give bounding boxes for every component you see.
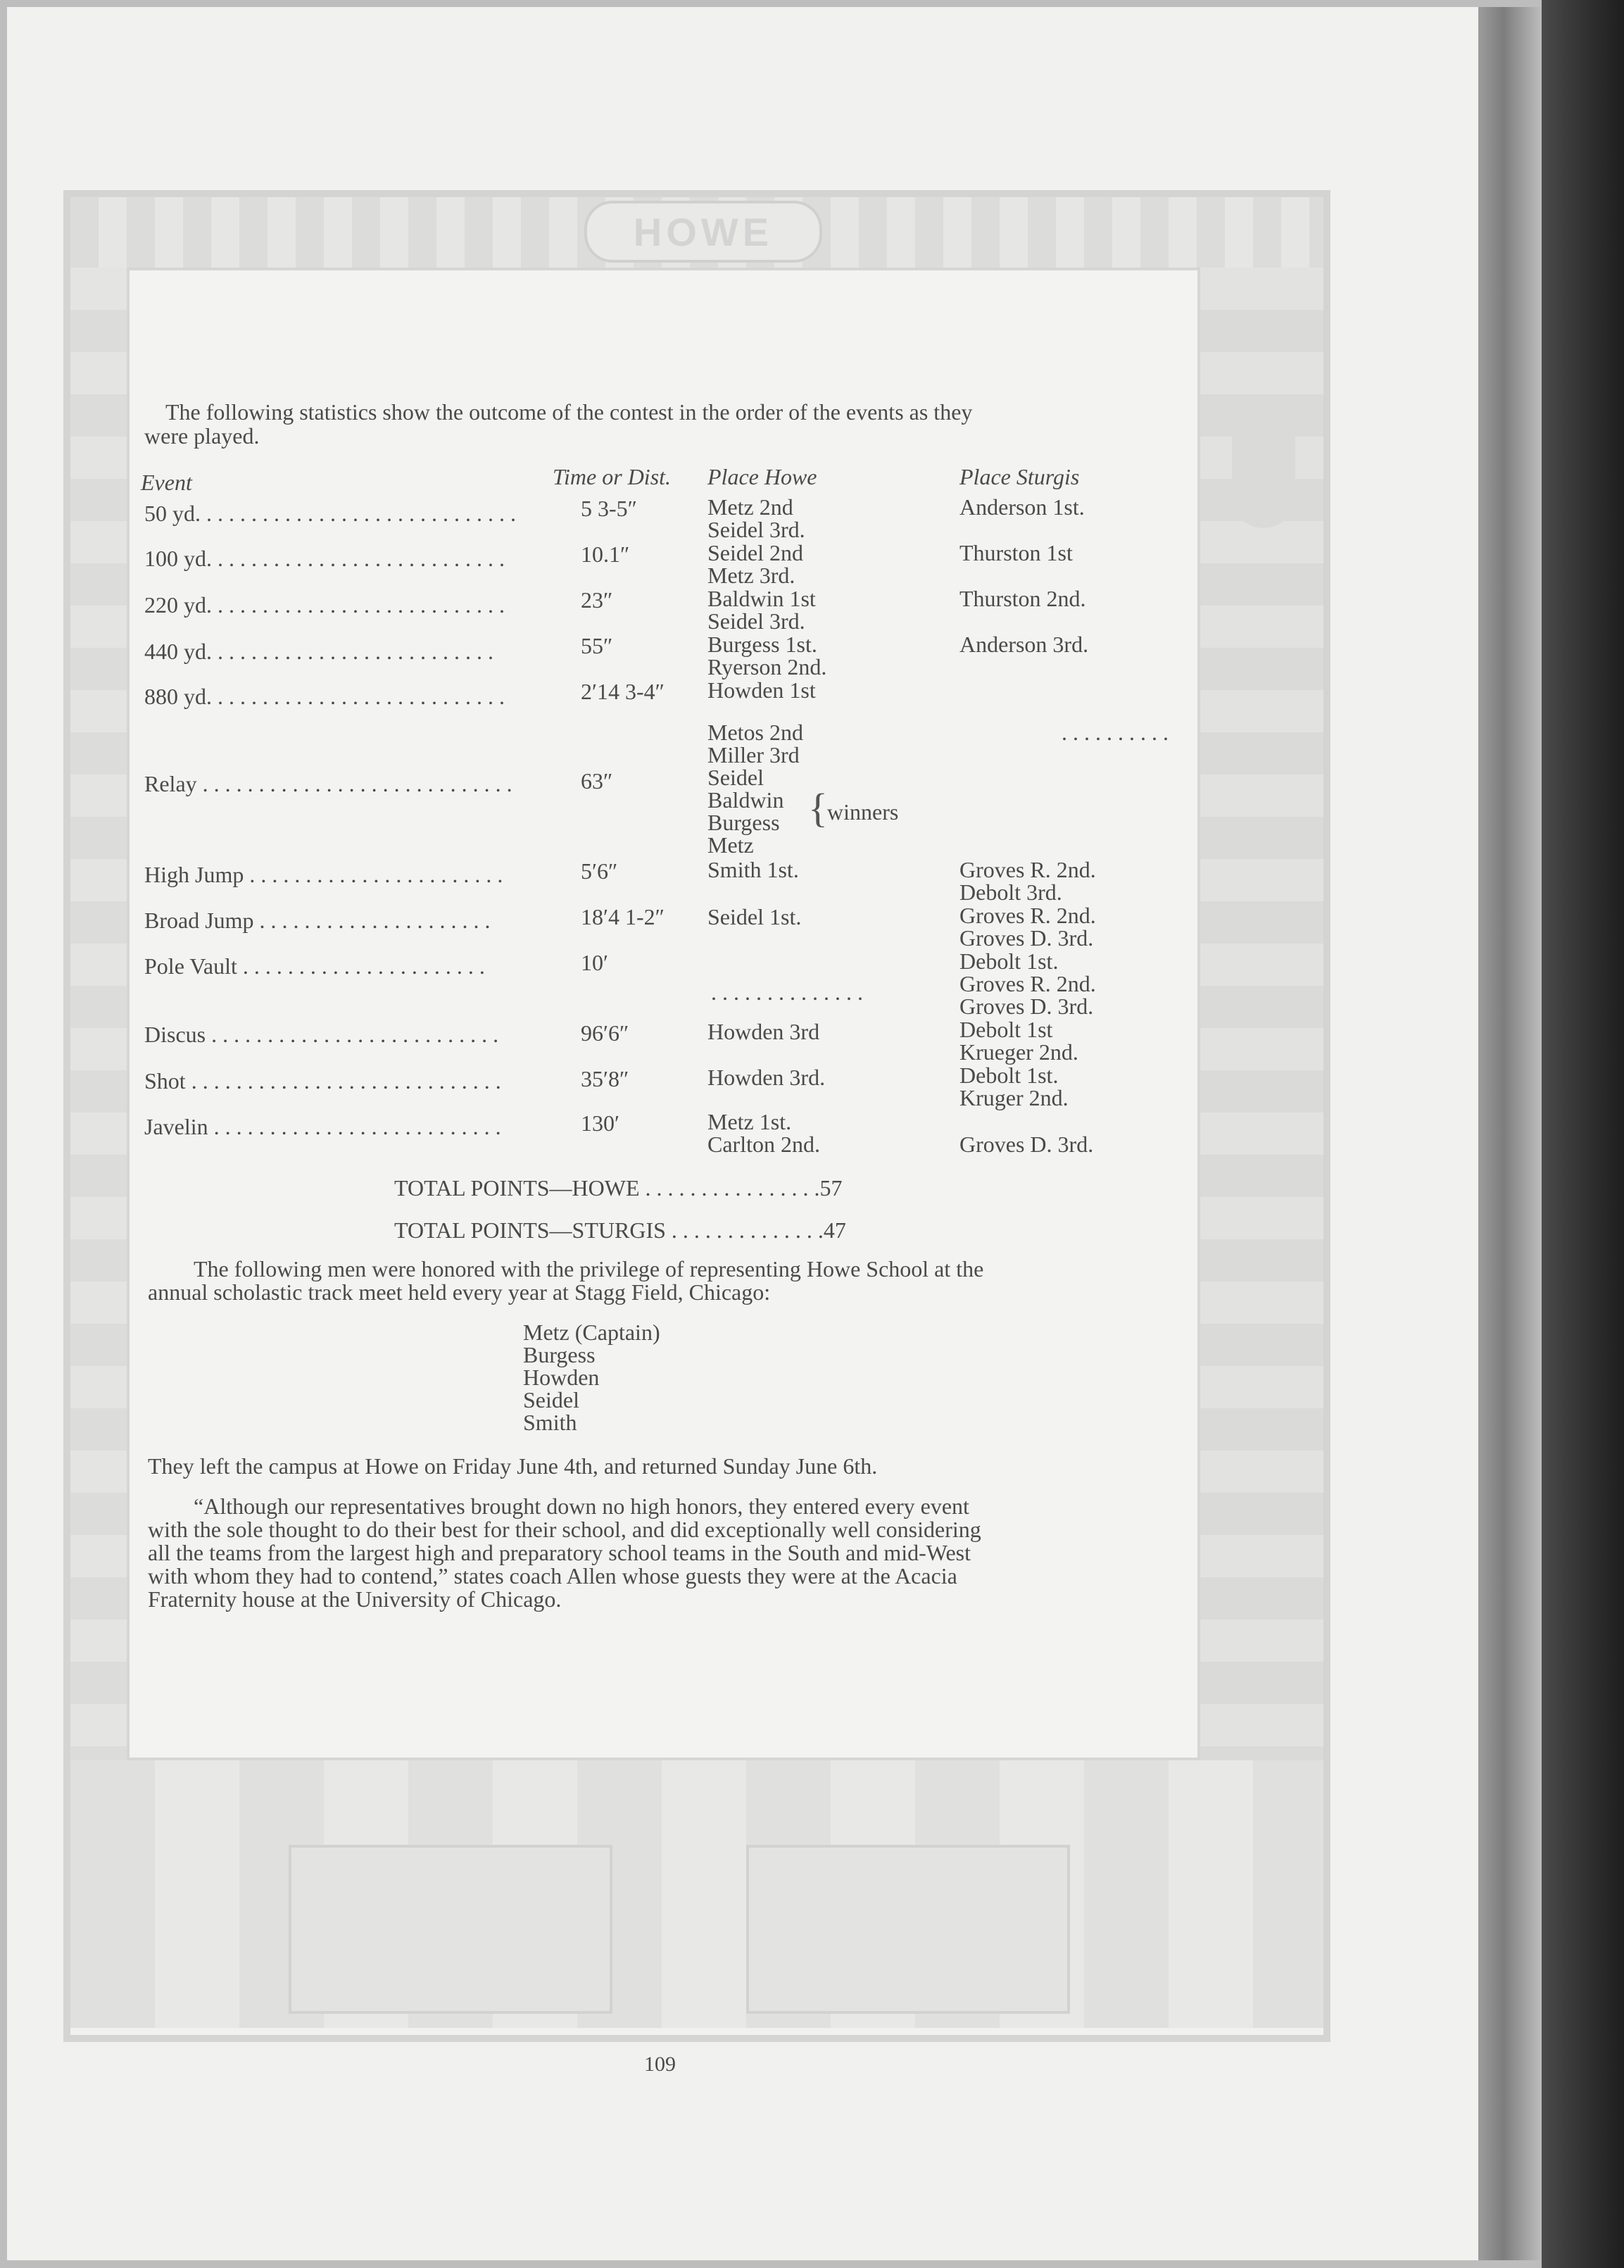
event-name: High Jump . . . . . . . . . . . . . . . . . . . . . . . bbox=[144, 862, 503, 887]
howe-place: Metz 3rd. bbox=[707, 563, 795, 588]
sturgis-place: Krueger 2nd. bbox=[959, 1039, 1078, 1065]
paragraph-line: The following men were honored with the privilege of representing Howe School at the bbox=[194, 1256, 984, 1282]
event-name: 220 yd. . . . . . . . . . . . . . . . . . . . . . . . . . . bbox=[144, 592, 505, 618]
event-name: 880 yd. . . . . . . . . . . . . . . . . . . . . . . . . . . bbox=[144, 684, 505, 709]
event-result: 35′8″ bbox=[581, 1066, 629, 1091]
header-place-sturgis: Place Sturgis bbox=[959, 464, 1080, 489]
header-place-howe: Place Howe bbox=[707, 464, 817, 489]
event-name: Broad Jump . . . . . . . . . . . . . . . . . . . . . bbox=[144, 908, 491, 933]
sturgis-place: Groves D. 3rd. bbox=[959, 1132, 1094, 1157]
event-name: 50 yd. . . . . . . . . . . . . . . . . . . . . . . . . . . . . bbox=[144, 501, 516, 526]
sturgis-place: Groves R. 2nd. bbox=[959, 903, 1096, 928]
event-name: Pole Vault . . . . . . . . . . . . . . . . . . . . . . bbox=[144, 953, 485, 979]
event-result: 2′14 3-4″ bbox=[581, 679, 665, 704]
howe-place: Miller 3rd bbox=[707, 742, 800, 768]
event-name: 440 yd. . . . . . . . . . . . . . . . . . . . . . . . . . bbox=[144, 639, 493, 664]
team-member: Seidel bbox=[523, 1387, 579, 1412]
sturgis-place: Groves R. 2nd. bbox=[959, 971, 1096, 996]
brace-icon: { bbox=[808, 785, 828, 831]
howe-place: Metz 2nd bbox=[707, 494, 793, 520]
howe-place: Carlton 2nd. bbox=[707, 1132, 820, 1157]
book-cover-edge bbox=[1542, 0, 1624, 2268]
frame-bottom-ornament bbox=[70, 1760, 1323, 2028]
howe-place: Seidel 2nd bbox=[707, 540, 803, 565]
intro-line-1: The following statistics show the outcome of the contest in the order of the events as they bbox=[165, 399, 973, 425]
paragraph-line: annual scholastic track meet held every year at Stagg Field, Chicago: bbox=[148, 1279, 771, 1305]
team-member: Metz (Captain) bbox=[523, 1320, 660, 1345]
sturgis-place: Groves R. 2nd. bbox=[959, 857, 1096, 882]
sturgis-place: . . . . . . . . . . bbox=[1062, 720, 1169, 745]
relay-winners-note: winners bbox=[827, 799, 899, 825]
quote-line: “Although our representatives brought down no high honors, they entered every event bbox=[194, 1493, 969, 1519]
event-result: 10.1″ bbox=[581, 541, 630, 567]
howe-place: Baldwin bbox=[707, 787, 784, 813]
sturgis-place: Debolt 1st. bbox=[959, 948, 1059, 974]
sturgis-place: Thurston 1st bbox=[959, 540, 1073, 565]
howe-place: Burgess bbox=[707, 810, 780, 835]
sturgis-place: Kruger 2nd. bbox=[959, 1085, 1069, 1110]
event-result: 23″ bbox=[581, 587, 613, 613]
total-points-howe: TOTAL POINTS—HOWE . . . . . . . . . . . . . . . .57 bbox=[394, 1175, 843, 1201]
quote-line: with the sole thought to do their best for their school, and did exceptionally well considering bbox=[148, 1517, 981, 1542]
howe-place: Howden 3rd. bbox=[707, 1065, 826, 1090]
crest-shield-icon bbox=[1232, 437, 1295, 528]
event-result: 55″ bbox=[581, 633, 613, 658]
howe-place: Howden 1st bbox=[707, 677, 816, 703]
howe-place: Seidel 1st. bbox=[707, 904, 802, 929]
header-time: Time or Dist. bbox=[553, 464, 672, 489]
event-result: 18′4 1-2″ bbox=[581, 904, 665, 929]
howe-place: Metz bbox=[707, 832, 754, 858]
sturgis-place: Anderson 3rd. bbox=[959, 632, 1089, 657]
total-points-sturgis: TOTAL POINTS—STURGIS . . . . . . . . . . . . . .47 bbox=[394, 1217, 846, 1243]
howe-place: Seidel bbox=[707, 765, 764, 790]
header-event: Event bbox=[141, 470, 192, 495]
frame-banner: HOWE bbox=[584, 201, 822, 263]
event-result: 130′ bbox=[581, 1110, 619, 1136]
sturgis-place: Groves D. 3rd. bbox=[959, 994, 1094, 1019]
event-result: 5 3-5″ bbox=[581, 496, 637, 521]
howe-place: Smith 1st. bbox=[707, 857, 799, 882]
house-illustration bbox=[289, 1845, 612, 2014]
event-name: Shot . . . . . . . . . . . . . . . . . . . . . . . . . . . . bbox=[144, 1068, 501, 1094]
quote-line: Fraternity house at the University of Chicago. bbox=[148, 1586, 562, 1612]
page-number: 109 bbox=[644, 2053, 676, 2076]
howe-place: Baldwin 1st bbox=[707, 586, 816, 611]
howe-place: Ryerson 2nd. bbox=[707, 654, 827, 679]
team-member: Smith bbox=[523, 1410, 577, 1435]
quote-line: with whom they had to contend,” states coach Allen whose guests they were at the Acacia bbox=[148, 1563, 957, 1589]
howe-place: Howden 3rd bbox=[707, 1019, 820, 1044]
team-member: Howden bbox=[523, 1365, 600, 1390]
event-name: 100 yd. . . . . . . . . . . . . . . . . . . . . . . . . . . bbox=[144, 546, 505, 571]
howe-place: . . . . . . . . . . . . . . bbox=[711, 979, 863, 1005]
sturgis-place: Debolt 1st. bbox=[959, 1063, 1059, 1088]
event-name: Relay . . . . . . . . . . . . . . . . . . . . . . . . . . . . bbox=[144, 771, 512, 796]
howe-place: Seidel 3rd. bbox=[707, 517, 805, 542]
frame-left-ornament bbox=[70, 268, 127, 1760]
event-result: 5′6″ bbox=[581, 858, 618, 884]
event-result: 96′6″ bbox=[581, 1020, 629, 1046]
sturgis-place: Groves D. 3rd. bbox=[959, 925, 1094, 951]
intro-line-2: were played. bbox=[144, 423, 260, 449]
sturgis-place: Debolt 3rd. bbox=[959, 879, 1062, 905]
howe-place: Metz 1st. bbox=[707, 1109, 792, 1134]
howe-place: Burgess 1st. bbox=[707, 632, 817, 657]
event-name: Javelin . . . . . . . . . . . . . . . . . . . . . . . . . . bbox=[144, 1114, 501, 1139]
team-member: Burgess bbox=[523, 1342, 596, 1367]
sturgis-place: Thurston 2nd. bbox=[959, 586, 1086, 611]
sturgis-place: Debolt 1st bbox=[959, 1017, 1053, 1042]
cannon-illustration bbox=[746, 1845, 1070, 2014]
howe-place: Metos 2nd bbox=[707, 720, 803, 745]
event-result: 63″ bbox=[581, 768, 613, 794]
book-spine bbox=[1478, 7, 1542, 2260]
sturgis-place: Anderson 1st. bbox=[959, 494, 1085, 520]
event-name: Discus . . . . . . . . . . . . . . . . . . . . . . . . . . bbox=[144, 1022, 499, 1047]
howe-place: Seidel 3rd. bbox=[707, 608, 805, 634]
paragraph-line: They left the campus at Howe on Friday June 4th, and returned Sunday June 6th. bbox=[148, 1453, 878, 1479]
event-result: 10′ bbox=[581, 950, 608, 975]
quote-line: all the teams from the largest high and preparatory school teams in the South and mid-West bbox=[148, 1540, 971, 1565]
